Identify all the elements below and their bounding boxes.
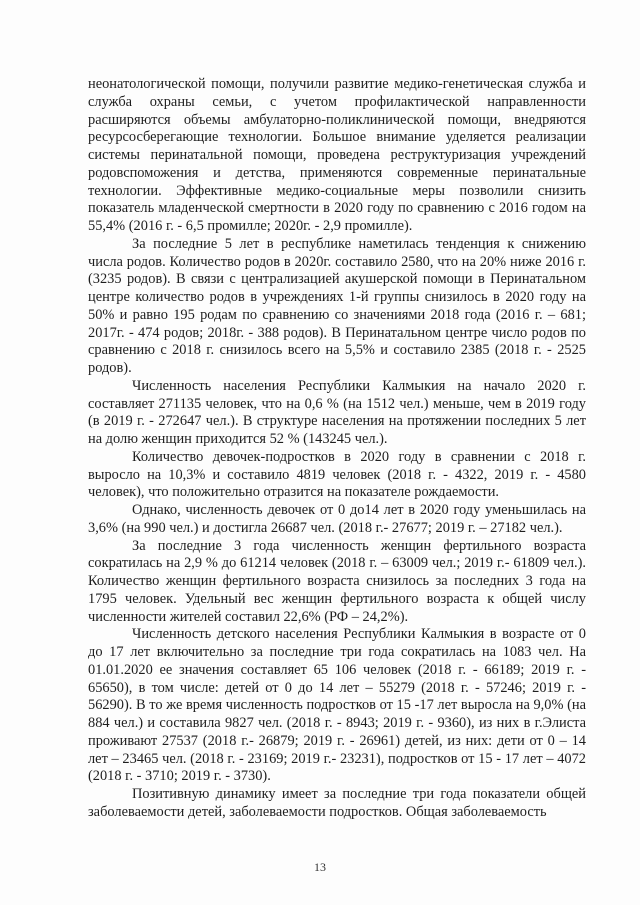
page-number: 13 xyxy=(314,860,326,874)
paragraph-7: Численность детского населения Республики Калмыкия в возрасте от 0 до 17 лет включительно за последние три года сократилась на 1083 чел. На 01.01.2020 ее значения составляет 65 106 человек (2018 г. - 66189; 2019 г. - 65650), в том числе: детей от 0 до 14 лет – 55279 (2018 г. - 57246; 2019 г. - 56290). В то же время численность подростков от 15 -17 лет выросла на 9,0% (на 884 чел.) и составила 9827 чел. (2018 г. - 8943; 2019 г. - 9360), из них в г.Элиста проживают 27537 (2018 г.- 26879; 2019 г. - 26961) детей, из них: дети от 0 – 14 лет – 23465 чел. (2018 г. - 23169; 2019 г.- 23231), подростков от 15 - 17 лет – 4072 (2018 г. - 3710; 2019 г. - 3730). xyxy=(88,626,586,785)
paragraph-4: Количество девочек-подростков в 2020 году в сравнении с 2018 г. выросло на 10,3% и составило 4819 человек (2018 г. - 4322, 2019 г. - 4580 человек), что положительно отразится на показателе рождаемости. xyxy=(88,448,586,501)
paragraph-8: Позитивную динамику имеет за последние три года показатели общей заболеваемости детей, заболеваемости подростков. Общая заболеваемость xyxy=(88,786,586,820)
paragraph-3: Численность населения Республики Калмыкия на начало 2020 г. составляет 271135 человек, что на 0,6 % (на 1512 чел.) меньше, чем в 2019 году (в 2019 г. - 272647 чел.). В структуре населения на протяжении последних 5 лет на долю женщин приходится 52 % (143245 чел.). xyxy=(88,377,586,447)
paragraph-1: неонатологической помощи, получили развитие медико-генетическая служба и служба охраны семьи, с учетом профилактической направленности расширяются объемы амбулаторно-поликлинической помощи, внедряются ресурсосберегающие технологии. Большое внимание уделяется реализации системы перинатальной помощи, проведена реструктуризация учреждений родовспоможения и детства, применяются современные перинатальные технологии. Эффективные медико-социальные меры позволили снизить показатель младенческой смертности в 2020 году по сравнению с 2016 годом на 55,4% (2016 г. - 6,5 промилле; 2020г. - 2,9 промилле). xyxy=(88,76,586,234)
paragraph-2: За последние 5 лет в республике наметилась тенденция к снижению числа родов. Количество родов в 2020г. составило 2580, что на 20% ниже 2016 г. (3235 родов). В связи с централизацией акушерской помощи в Перинатальном центре количество родов в учреждениях 1-й группы снизилось в 2020 году на 50% и равно 195 родам по сравнению со значениями 2018 года (2016 г. – 681; 2017г. - 474 родов; 2018г. - 388 родов). В Перинатальном центре число родов по сравнению с 2018 г. снизилось всего на 5,5% и составило 2385 (2018 г. - 2525 родов). xyxy=(88,235,586,376)
body-text xyxy=(88,76,586,822)
paragraph-6: За последние 3 года численность женщин фертильного возраста сократилась на 2,9 % до 61214 человек (2018 г. – 63009 чел.; 2019 г.- 61809 чел.). Количество женщин фертильного возраста снизилось за последних 3 года на 1795 человек. Удельный вес женщин фертильного возраста к общей числу численности жителей составил 22,6% (РФ – 24,2%). xyxy=(88,537,586,625)
paragraph-5: Однако, численность девочек от 0 до14 лет в 2020 году уменьшилась на 3,6% (на 990 чел.) и достигла 26687 чел. (2018 г.- 27677; 2019 г. – 27182 чел.). xyxy=(88,502,586,536)
